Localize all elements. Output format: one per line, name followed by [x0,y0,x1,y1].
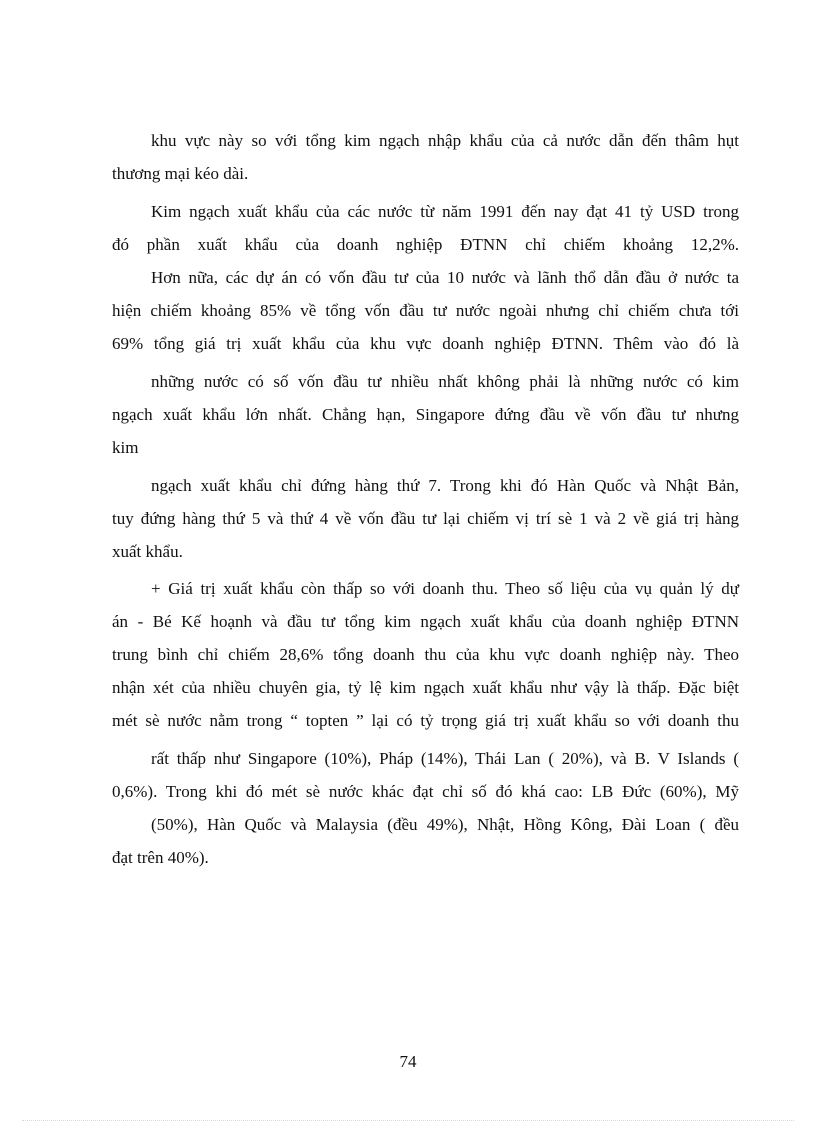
text-line: đó phần xuất khẩu của doanh nghiệp ĐTNN chỉ chiếm khoảng 12,2%. [112,235,739,254]
text-line: rất thấp như Singapore (10%), Pháp (14%), Thái Lan ( 20%), và B. V Islands ( [151,749,739,768]
text-line: Kim ngạch xuất khẩu của các nước từ năm 1991 đến nay đạt 41 tỷ USD trong [151,202,739,221]
text-line: (50%), Hàn Quốc và Malaysia (đều 49%), Nhật, Hồng Kông, Đài Loan ( đều [151,815,739,834]
text-line: + Giá trị xuất khẩu còn thấp so với doanh thu. Theo số liệu của vụ quản lý dự [151,579,739,598]
text-line: khu vực này so với tổng kim ngạch nhập khẩu của cả nước dẫn đến thâm hụt [151,131,739,150]
text-line: tuy đứng hàng thứ 5 và thứ 4 về vốn đầu tư lại chiếm vị trí sè 1 và 2 về giá trị hàng [112,509,739,528]
page-number: 74 [399,1052,417,1071]
text-line: hiện chiếm khoảng 85% về tổng vốn đầu tư nước ngoài nhưng chỉ chiếm chưa tới [112,301,739,320]
text-line: mét sè nước nằm trong “ topten ” lại có tỷ trọng giá trị xuất khẩu so với doanh thu [112,711,739,730]
text-line: ngạch xuất khẩu chỉ đứng hàng thứ 7. Trong khi đó Hàn Quốc và Nhật Bản, [151,476,739,495]
text-line: 69% tổng giá trị xuất khẩu của khu vực doanh nghiệp ĐTNN. Thêm vào đó là [112,334,739,353]
text-line: Hơn nữa, các dự án có vốn đầu tư của 10 nước và lãnh thổ dẫn đầu ở nước ta [151,268,739,287]
text-line: trung bình chỉ chiếm 28,6% tổng doanh thu của khu vực doanh nghiệp này. Theo [112,645,739,664]
text-line: 0,6%). Trong khi đó mét sè nước khác đạt chỉ số đó khá cao: LB Đức (60%), Mỹ [112,782,739,801]
text-line: những nước có số vốn đầu tư nhiều nhất không phải là những nước có kim [151,372,739,391]
page-divider [22,1120,794,1121]
text-line: ngạch xuất khẩu lớn nhất. Chẳng hạn, Singapore đứng đầu về vốn đầu tư nhưng [112,405,739,424]
text-line: thương mại kéo dài. [112,164,249,183]
text-line: đạt trên 40%). [112,848,209,867]
text-line: kim [112,438,139,457]
text-line: nhận xét của nhiều chuyên gia, tỷ lệ kim ngạch xuất khẩu như vậy là thấp. Đặc biệt [112,678,739,697]
text-line: án - Bé Kế hoạnh và đầu tư tổng kim ngạch xuất khẩu của doanh nghiệp ĐTNN [112,612,739,631]
text-line: xuất khẩu. [112,542,183,561]
